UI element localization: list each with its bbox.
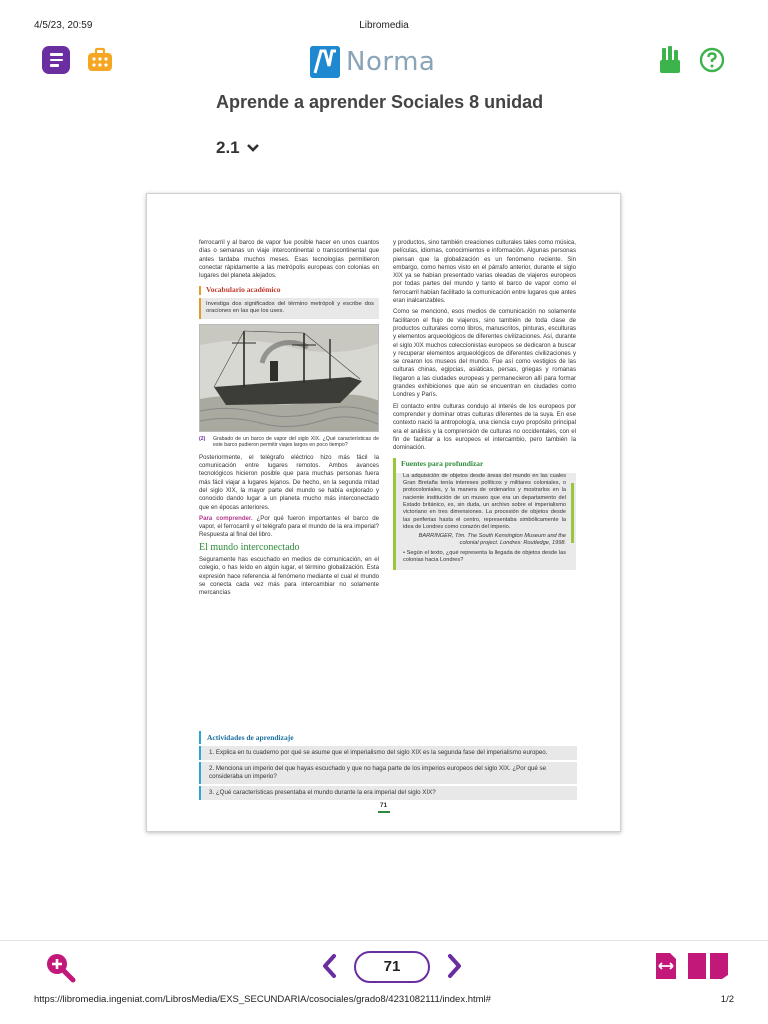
steamship-engraving [199, 324, 379, 432]
help-button[interactable] [698, 46, 726, 74]
sources-box [393, 458, 576, 570]
page-number: 71 [379, 802, 388, 809]
sources-text: La adquisición de objetos desde áreas del mundo en las cuales Gran Bretaña tenía intereses políticos y militares coloniales, o protocoloniales, y la manera de ordenarlos y mostrarlos en la naciente institución de un museo que era un departamento del Estado británico, es, sin duda, un archivo sobre el imperialismo victoriano en tres dimensiones. La procesión de objetos desde las periferias hasta el centro, representaba simbólicamente la idea de Londres como corazón del imperio. [403, 472, 566, 530]
chevron-right-icon [444, 953, 464, 979]
vocabulary-box [199, 286, 379, 318]
vocabulary-text: Investiga dos significados del término metrópoli y escribe dos oraciones en las que los uses. [199, 298, 379, 319]
bottom-toolbar [0, 940, 768, 990]
tools-button[interactable] [656, 46, 684, 74]
right-column [393, 239, 576, 570]
next-page-button[interactable] [444, 953, 464, 984]
left-column [199, 239, 379, 601]
right-paragraph-1: y productos, sino también creaciones culturales tales como música, películas, idiomas, conocimientos e información. Algunas personas piensan que la globalización es un fenómeno reciente. Sin embargo, como hemos visto en el párrafo anterior, durante el siglo XIX ya se habían presentado varias oleadas de viajeros europeos por todas partes del mundo y tanto el barco de vapor como el ferrocarril habían facilitado la comunicación entre lugares que antes eran inalcanzables. [393, 239, 576, 305]
pencil-cup-icon [658, 46, 682, 74]
caption-number: (2) [199, 435, 206, 442]
chevron-down-icon [246, 143, 260, 153]
print-page-count: 1/2 [720, 994, 734, 1005]
print-url: https://libromedia.ingeniat.com/LibrosMedia/EXS_SECUNDARIA/cosociales/grado8/4231082111/index.html# [34, 994, 491, 1005]
menu-icon [50, 52, 63, 69]
activity-item: 1. Explica en tu cuaderno por qué se asume que el imperialismo del siglo XIX es la segunda fase del imperialismo europeo. [199, 746, 577, 760]
zoom-in-icon [44, 951, 76, 983]
question-icon [699, 47, 725, 73]
sources-reference: BARRINGER, Tim. The South Kensington Museum and the colonial project. Londres: Routledge, 1998. [418, 533, 566, 547]
comprender-note [199, 515, 379, 540]
activity-item: 3. ¿Qué características presentaba el mundo durante la era imperial del siglo XIX? [199, 786, 577, 800]
activity-item: 2. Menciona un imperio del que hayas escuchado y que no haga parte de los imperios europeos del siglo XIX. ¿Por qué se consideraba un imperio? [199, 762, 577, 784]
top-toolbar [0, 42, 768, 82]
activities-box [199, 731, 577, 800]
fit-width-button[interactable] [654, 951, 678, 986]
comprender-text: ¿Por qué fueron importantes el barco de vapor, el ferrocarril y el telégrafo para el mundo de la era imperial? Respuesta al final del libro. [199, 514, 379, 539]
unit-label: 2.1 [216, 138, 240, 157]
briefcase-icon [86, 47, 114, 73]
sources-question: • Según el texto, ¿qué representa la llegada de objetos desde las colonias hacia Londres? [403, 549, 566, 563]
print-title: Libromedia [359, 20, 409, 31]
open-book-icon [686, 951, 730, 981]
left-paragraph-3: Seguramente has escuchado en medios de comunicación, en el colegio, o has leído en algún lugar, el término globalización. Esta expresión hace referencia al fenómeno mediante el cual el mundo se conecta cada vez más para intercambiar no solamente mercancías [199, 556, 379, 597]
activities-title: Actividades de aprendizaje [199, 731, 577, 744]
print-footer [0, 994, 768, 1024]
sources-accent-bar [571, 483, 574, 543]
book-page [146, 193, 621, 832]
fit-width-icon [654, 951, 678, 981]
right-paragraph-2: Como se mencionó, esos medios de comunicación no solamente facilitaron el flujo de viajeros, sino también de toda clase de productos culturales como libros, manuscritos, pinturas, esculturas y elementos arqueológicos de diferentes civilizaciones. Así, durante el siglo XIX muchos coleccionistas europeos se dedicaron a buscar y recuperar elementos arqueológicos de diferentes civilizaciones y se crearon los museos del mundo. Fue así como vestigios de las culturas chinas, egipcias, asiáticas, persas, griegas y romanas llegaron a las ciudades europeas y permanecieron allí para formar grandes exhibiciones que aún se encuentran en ciudades como Londres y París. [393, 308, 576, 399]
logo-text: Norma [346, 47, 436, 77]
norma-logo [310, 42, 435, 82]
right-paragraph-3: El contacto entre culturas condujo al interés de los europeos por comprender y dominar otras culturas diferentes de la suya. En ese contexto nació la antropología, una ciencia cuyo propósito principal era el análisis y la comprensión de culturas no occidentales, con el fin de facilitar a los europeos el intercambio, pero también la dominación. [393, 402, 576, 452]
comprender-label: Para comprender. [199, 514, 253, 522]
left-paragraph-2: Posteriormente, el telégrafo eléctrico hizo más fácil la comunicación entre lugares remotos. Ambos avances tecnológicos hicieron posible que para muchas personas fuera más fácil viajar a lugares lejanos. De hecho, en la segunda mitad del siglo XIX, la mayor parte del mundo se había explorado y conocido dando lugar a un planeta mucho más interconectado que en épocas anteriores. [199, 453, 379, 511]
norma-logo-mark [310, 46, 340, 78]
unit-selector[interactable] [216, 138, 260, 158]
book-title: Aprende a aprender Sociales 8 unidad [216, 92, 544, 112]
zoom-in-button[interactable] [44, 951, 76, 988]
caption-text: Grabado de un barco de vapor del siglo XIX. ¿Qué características de este barco pudieron permitir viajes largos en poco tiempo? [213, 435, 379, 449]
vocabulary-title: Vocabulario académico [199, 286, 379, 294]
sources-title: Fuentes para profundizar [396, 458, 576, 472]
menu-button[interactable] [42, 46, 70, 74]
section-heading: El mundo interconectado [199, 541, 300, 553]
left-paragraph-1: ferrocarril y al barco de vapor fue posible hacer en unos cuantos días o semanas un viaje intercontinental o transcontinental que antes tardaba muchos meses. Esas tecnologías permitieron conectar rápidamente a las metrópolis europeas con colonias en lugares del planeta alejados. [199, 239, 379, 280]
briefcase-button[interactable] [86, 46, 114, 74]
sources-body [396, 473, 576, 565]
chevron-left-icon [320, 953, 340, 979]
page-number-underline [378, 811, 390, 813]
print-date: 4/5/23, 20:59 [34, 20, 93, 31]
page-number-input[interactable]: 71 [354, 951, 430, 983]
image-caption [199, 436, 379, 449]
two-page-view-button[interactable] [686, 951, 730, 986]
previous-page-button[interactable] [320, 953, 340, 984]
